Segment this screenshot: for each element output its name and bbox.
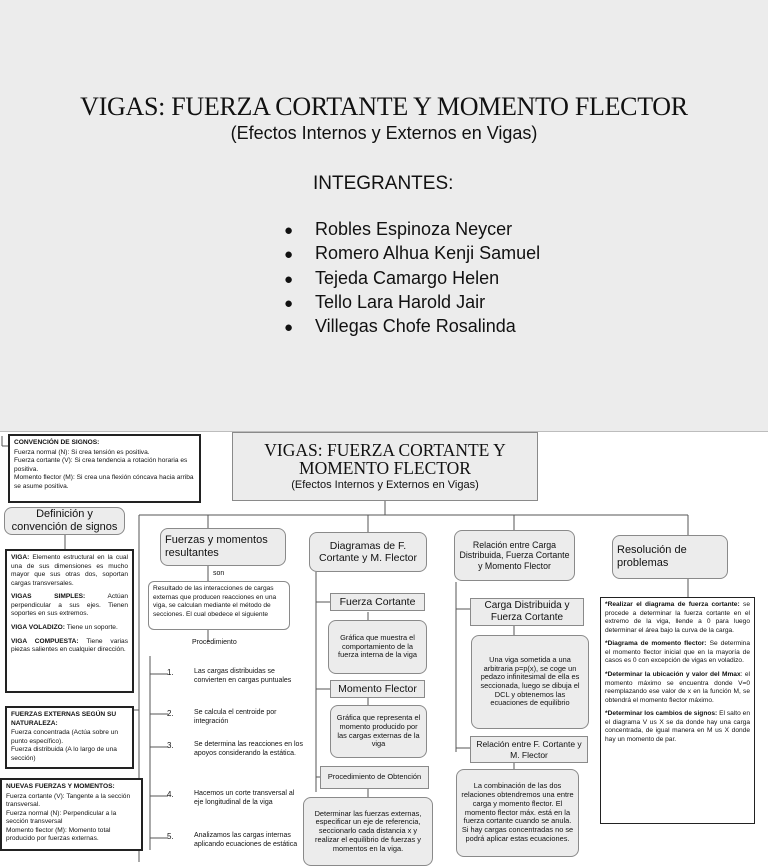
new-force-item: Fuerza cortante (V): Tangente a la sección transversal. — [6, 792, 131, 809]
definition-item: VIGA VOLADIZO: Tiene un soporte. — [11, 623, 118, 631]
definition-item: VIGA COMPUESTA: Tiene varias piezas salientes en cualquier dirección. — [11, 637, 129, 654]
problem-solving-notes — [600, 597, 755, 824]
step-number: 5. — [167, 832, 174, 841]
sign-convention-normal: Fuerza normal (N): Si crea tensión es positiva. — [14, 448, 150, 456]
step-number: 3. — [167, 741, 174, 750]
cover-slide — [0, 0, 768, 432]
definition-item: VIGA: Elemento estructural en la cual una de sus dimensiones es mucho mayor que sus otras dos, soportan cargas transversales. — [11, 554, 128, 587]
shear-moment-relation-desc: La combinación de las dos relaciones obtendremos una entre carga y momento flector. El momento flector máx. está en la fuerza cortante cuando se anula. Si hay cargas concentradas no se podrá aplicar estas ecuaciones. — [456, 769, 579, 857]
member-name: Robles Espinoza Neycer — [315, 219, 513, 239]
member-name: Tejeda Camargo Helen — [315, 267, 500, 288]
new-forces-box — [0, 778, 143, 851]
step-text: Se determina las reacciones en los apoyos considerando la estática. — [194, 741, 303, 757]
definition-item: VIGAS SIMPLES: Actúan perpendicular a sus ejes. Tienen soportes en sus extremos. — [11, 593, 128, 618]
map-subtitle: (Efectos Internos y Externos en Vigas) — [291, 479, 479, 492]
member-item — [284, 241, 540, 265]
concept-map — [0, 432, 768, 866]
bullet-icon: ● — [284, 319, 294, 337]
sign-convention-shear: Fuerza cortante (V): Si crea tendencia a rotación horaria es positiva. — [14, 457, 188, 473]
member-item — [284, 314, 540, 338]
distributed-load-desc: Una viga sometida a una arbitraria p=p(x), se coge un pedazo infinitesimal de ella es seccionada, luego se dibuja el DCL y obtenemos las ecuaciones de equilibrio — [471, 635, 589, 729]
bullet-icon: ● — [284, 222, 294, 239]
new-forces-heading: NUEVAS FUERZAS Y MOMENTOS: — [6, 783, 115, 790]
procedure-obtention-label: Procedimiento de Obtención — [320, 766, 429, 789]
member-item — [284, 290, 540, 314]
sign-convention-box — [8, 434, 201, 503]
resultant-forces-desc: Resultado de las interacciones de cargas externas que producen reacciones en una viga, se calculan mediante el método de secciones. El cual obedece el siguiente — [148, 581, 290, 630]
step-text: Hacemos un corte transversal al eje longitudinal de la viga — [194, 790, 295, 806]
bullet-icon: ● — [284, 270, 294, 288]
cover-title: VIGAS: FUERZA CORTANTE Y MOMENTO FLECTOR — [80, 92, 688, 121]
external-forces-heading: FUERZAS EXTERNAS SEGÚN SU NATURALEZA: — [11, 711, 117, 727]
bullet-icon: ● — [284, 246, 294, 264]
shear-moment-relation-label: Relación entre F. Cortante y M. Flector — [470, 736, 588, 763]
shear-force-label: Fuerza Cortante — [330, 593, 425, 611]
sign-convention-heading: CONVENCIÓN DE SIGNOS: — [14, 439, 100, 446]
step-number: 1. — [167, 668, 174, 677]
external-force-item: Fuerza concentrada (Actúa sobre un punto específico). — [11, 729, 119, 745]
step-text: Las cargas distribuidas se convierten en cargas puntuales — [194, 668, 292, 684]
step-number: 4. — [167, 790, 174, 799]
note-item: *Determinar los cambios de signos: El salto en el diagrama V us X se da donde hay una carga concentrada, de igual manera en M us X donde hay un momento de par. — [605, 710, 750, 743]
member-name: Villegas Chofe Rosalinda — [315, 316, 516, 337]
shear-force-desc: Gráfica que muestra el comportamiento de la fuerza interna de la viga — [328, 620, 427, 674]
sign-convention-moment: Momento flector (M): Si crea una flexión cóncava hacia arriba se asume positiva. — [14, 474, 194, 490]
external-force-item: Fuerza distribuida (A lo largo de una sección) — [11, 746, 117, 762]
map-title-box — [232, 432, 538, 501]
relation-header: Relación entre Carga Distribuida, Fuerza Cortante y Momento Flector — [454, 530, 575, 581]
new-force-item: Momento flector (M): Momento total producido por fuerzas externas. — [6, 826, 111, 843]
note-item: *Diagrama de momento flector: Se determina el momento flector inicial que en la mayoría de casos es 0 con excepción de vigas en voladizo. — [605, 640, 751, 665]
bending-moment-label: Momento Flector — [330, 680, 425, 698]
members-heading: INTEGRANTES: — [313, 173, 454, 194]
resultant-forces-header: Fuerzas y momentos resultantes — [160, 528, 286, 566]
member-item — [284, 217, 540, 241]
step-text: Se calcula el centroide por integración — [194, 709, 277, 725]
map-title: VIGAS: FUERZA CORTANTE Y MOMENTO FLECTOR — [264, 439, 506, 479]
procedure-label: Procedimiento — [192, 639, 237, 646]
procedure-obtention-desc: Determinar las fuerzas externas, especificar un eje de referencia, seccionarlo cada distancia x y realizar el equilibrio de fuerzas y momentos en la viga. — [303, 797, 433, 866]
bullet-icon: ● — [284, 294, 294, 312]
definitions-box — [5, 549, 134, 693]
step-text: Analizamos las cargas internas aplicando ecuaciones de estática — [194, 832, 298, 848]
member-name: Romero Alhua Kenji Samuel — [315, 243, 541, 264]
bending-moment-desc: Gráfica que representa el momento producido por las cargas externas de la viga — [330, 705, 427, 758]
step-number: 2. — [167, 709, 174, 718]
cover-subtitle: (Efectos Internos y Externos en Vigas) — [230, 123, 538, 143]
distributed-load-label: Carga Distribuida y Fuerza Cortante — [470, 598, 584, 626]
note-item: *Realizar el diagrama de fuerza cortante: se procede a determinar la fuerza cortante en el extremo de la viga, llende a 0 para luego determinar el área bajo la curva de la carga. — [605, 601, 750, 634]
connector-son: son — [213, 570, 225, 577]
external-forces-box — [5, 706, 134, 769]
member-item — [284, 266, 540, 290]
problem-solving-header: Resolución de problemas — [612, 535, 728, 579]
definition-box: Definición y convención de signos — [4, 507, 125, 535]
member-name: Tello Lara Harold Jair — [315, 291, 486, 312]
diagrams-header: Diagramas de F. Cortante y M. Flector — [309, 532, 427, 572]
new-force-item: Fuerza normal (N): Perpendicular a la sección transversal — [6, 809, 117, 826]
note-item: *Determinar la ubicación y valor del Mmax: el momento máximo se encuentra donde V=0 reemplazando ese valor de x en la función M, se obtendrá el momento flector máximo. — [605, 670, 750, 704]
members-list — [284, 217, 540, 338]
